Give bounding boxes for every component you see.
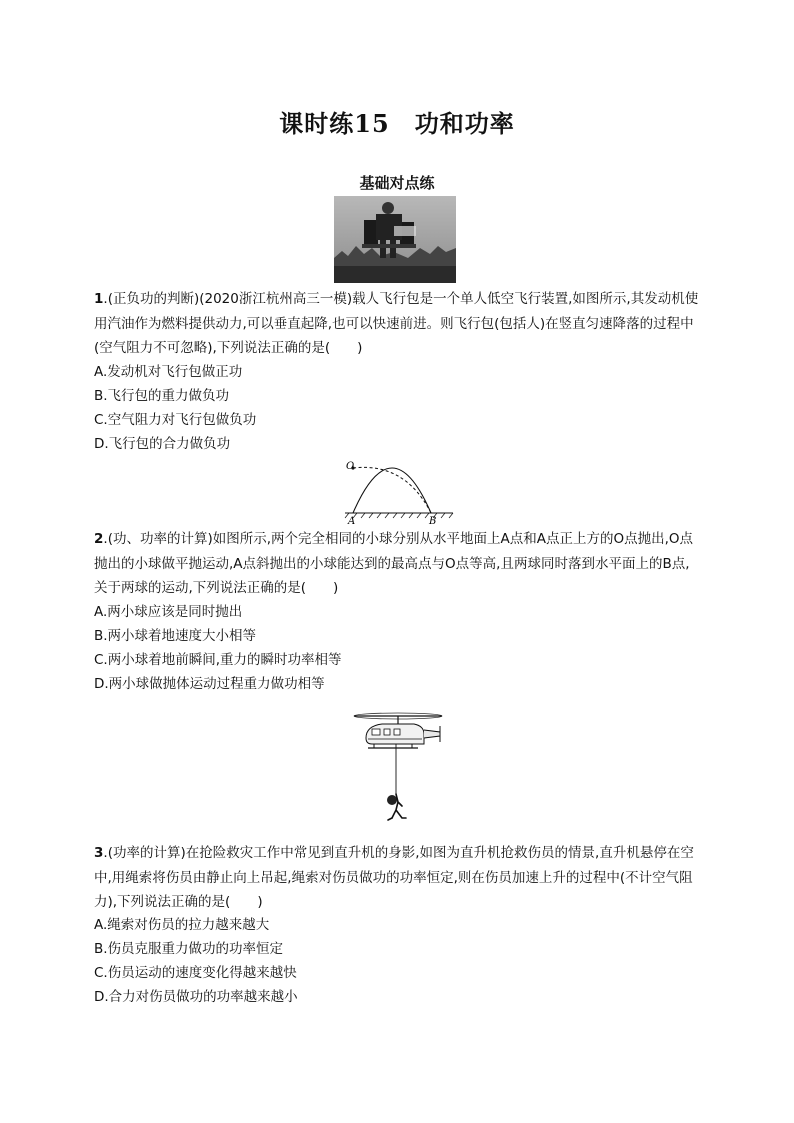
option-d: D.两小球做抛体运动过程重力做功相等: [94, 676, 325, 692]
question-number: 3: [94, 845, 104, 861]
label-o: O: [346, 461, 355, 472]
option-c: C.两小球着地前瞬间,重力的瞬时功率相等: [94, 652, 342, 668]
option-c: C.伤员运动的速度变化得越来越快: [94, 965, 297, 981]
projectile-diagram: [335, 456, 461, 526]
question-text: .(正负功的判断)(2020浙江杭州高三一模)载人飞行包是一个单人低空飞行装置,如图所示,其发动机使用汽油作为燃料提供动力,可以垂直起降,也可以快速前进。则飞行包(包括人)在竖直匀速降落的过程中(空气阻力不可忽略),下列说法正确的是( ): [94, 291, 699, 356]
question-text: .(功率的计算)在抢险救灾工作中常见到直升机的身影,如图为直升机抢救伤员的情景,直升机悬停在空中,用绳索将伤员由静止向上吊起,绳索对伤员做功的功率恒定,则在伤员加速上升的过程中(不计空气阻力),下列说法正确的是( ): [94, 845, 694, 910]
option-c: C.空气阻力对飞行包做负功: [94, 412, 257, 428]
option-d: D.飞行包的合力做负功: [94, 436, 231, 452]
option-a: A.绳索对伤员的拉力越来越大: [94, 917, 270, 933]
question-2: [94, 527, 700, 601]
jetpack-photo: [334, 196, 456, 283]
option-a: A.发动机对飞行包做正功: [94, 364, 243, 380]
option-b: B.两小球着地速度大小相等: [94, 628, 257, 644]
label-a: A: [348, 516, 356, 526]
question-text: .(功、功率的计算)如图所示,两个完全相同的小球分别从水平地面上A点和A点正上方的O点抛出,O点抛出的小球做平抛运动,A点斜抛出的小球能达到的最高点与O点等高,且两球同时落到水平面上的B点,关于两球的运动,下列说法正确的是( ): [94, 531, 694, 596]
section-heading: 基础对点练: [359, 174, 435, 192]
question-3: [94, 841, 700, 915]
option-b: B.飞行包的重力做负功: [94, 388, 230, 404]
page-title: 课时练15 功和功率: [279, 109, 515, 138]
helicopter-rescue-diagram: [352, 710, 444, 828]
label-b: B: [429, 516, 437, 526]
option-b: B.伤员克服重力做功的功率恒定: [94, 941, 284, 957]
question-1: [94, 287, 700, 361]
option-d: D.合力对伤员做功的功率越来越小: [94, 989, 298, 1005]
question-number: 2: [94, 531, 104, 547]
question-number: 1: [94, 291, 104, 307]
option-a: A.两小球应该是同时抛出: [94, 604, 243, 620]
